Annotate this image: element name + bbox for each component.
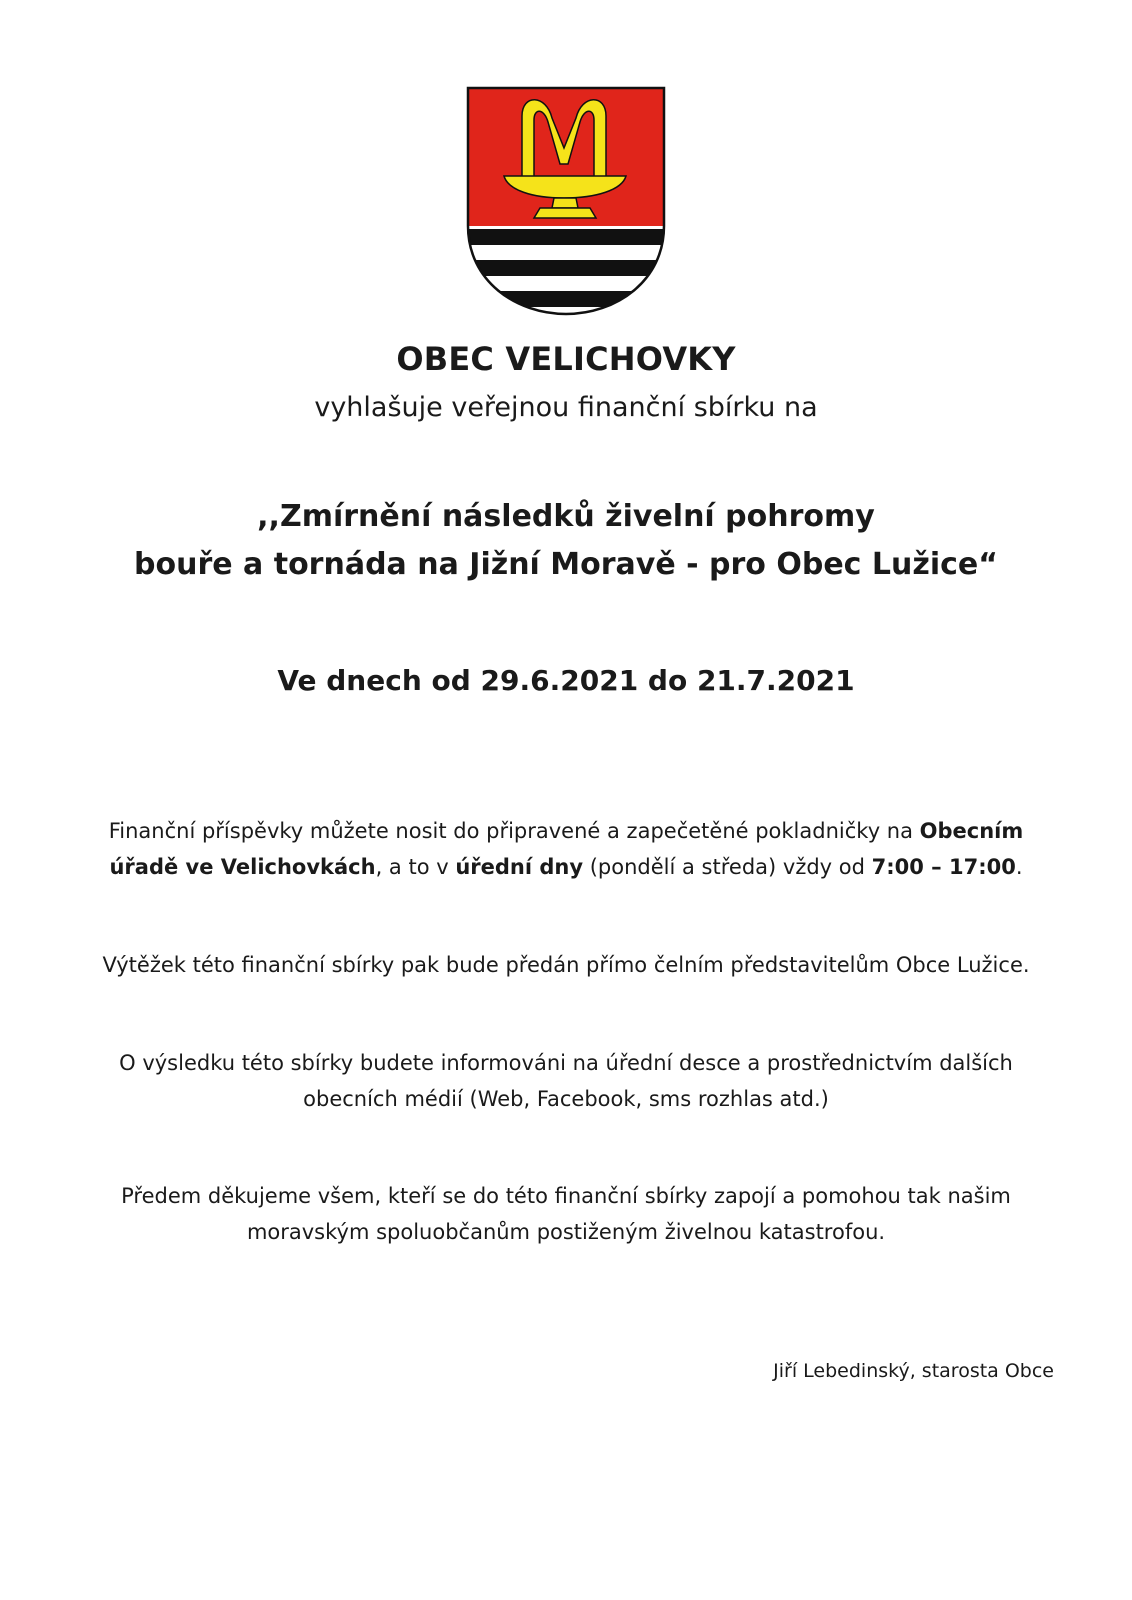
- shield-black-stripe: [466, 291, 666, 307]
- bold-segment: úřední dny: [455, 855, 584, 879]
- paragraph-contribution-info: [60, 813, 1072, 885]
- campaign-title-line2: bouře a tornáda na Jižní Moravě - pro Obec Lužice“: [134, 547, 998, 582]
- campaign-title-line1: ,,Zmírnění následků živelní pohromy: [257, 499, 875, 534]
- paragraph-thanks: [60, 1178, 1072, 1250]
- shield-black-stripe: [466, 260, 666, 276]
- municipality-title: OBEC VELICHOVKY: [396, 340, 736, 378]
- paragraph-results-info: [60, 1045, 1072, 1117]
- paragraph-line: obecních médií (Web, Facebook, sms rozhlas atd.): [303, 1087, 829, 1111]
- mayor-signature: Jiří Lebedinský, starosta Obce: [773, 1360, 1054, 1382]
- bold-segment: 7:00 – 17:00: [871, 855, 1016, 879]
- text-segment: , a to v: [375, 855, 456, 879]
- campaign-title: [0, 493, 1132, 589]
- paragraph-line: Předem děkujeme všem, kteří se do této finanční sbírky zapojí a pomohou tak našim: [121, 1184, 1011, 1208]
- paragraph-line: O výsledku této sbírky budete informováni na úřední desce a prostřednictvím dalších: [119, 1051, 1013, 1075]
- shield-black-stripe: [466, 229, 666, 245]
- paragraph-line: moravským spoluobčanům postiženým živelnou katastrofou.: [246, 1220, 886, 1244]
- collection-dates: Ve dnech od 29.6.2021 do 21.7.2021: [277, 664, 855, 697]
- announcement-subtitle: vyhlašuje veřejnou finanční sbírku na: [314, 392, 818, 423]
- text-segment: Finanční příspěvky můžete nosit do připravené a zapečetěné pokladničky na: [108, 819, 920, 843]
- text-segment: .: [1015, 855, 1023, 879]
- bold-segment: úřadě ve Velichovkách: [109, 855, 376, 879]
- bold-segment: Obecním: [919, 819, 1024, 843]
- text-segment: (pondělí a středa) vždy od: [583, 855, 872, 879]
- paragraph-proceeds: Výtěžek této finanční sbírky pak bude předán přímo čelním představitelům Obce Lužice.: [102, 953, 1030, 977]
- coat-of-arms: [466, 86, 666, 316]
